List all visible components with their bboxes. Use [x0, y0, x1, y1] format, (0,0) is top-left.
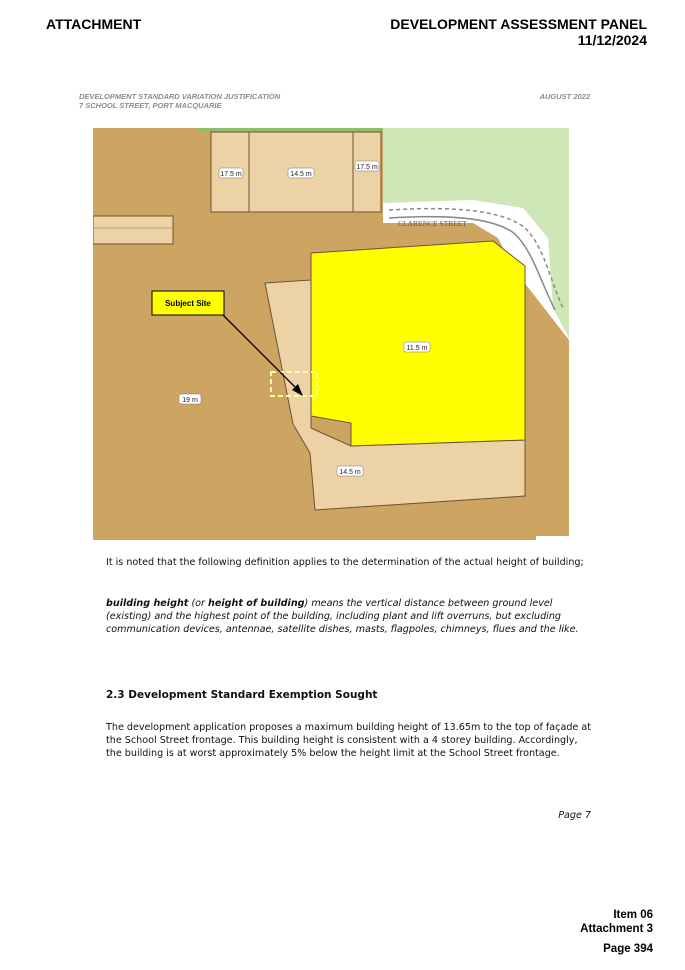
- definition-term-alt: height of building: [208, 598, 305, 609]
- map-corner: [536, 536, 569, 540]
- definition-term: building height: [106, 598, 189, 609]
- height-label-5: 19 m: [182, 397, 198, 404]
- document-date: AUGUST 2022: [539, 92, 590, 101]
- definition-text: ) means the vertical distance between ground level (existing) and the highest point of the building, including plant and lift overruns, but excluding communication devices, antennae, satellite dishes, masts, flagpoles, chimneys, flues and the like.: [106, 598, 579, 635]
- street-name: CLARENCE STREET: [398, 219, 467, 228]
- parcel-top-right: [353, 132, 381, 212]
- height-label-1: 17.5 m: [220, 171, 242, 178]
- footer-attachment: Attachment 3: [580, 923, 653, 935]
- paragraph-exemption: The development application proposes a maximum building height of 13.65m to the top of façade at the School Street frontage. This building height is consistent with a 4 storey building. Accordingly, the building is at worst approximately 5% below the height limit at the School Street frontage.: [106, 722, 592, 759]
- header-panel-title: DEVELOPMENT ASSESSMENT PANEL: [390, 16, 647, 32]
- section-heading: 2.3 Development Standard Exemption Sought: [106, 689, 378, 701]
- footer: [580, 908, 653, 956]
- document-subtitle-line2: 7 SCHOOL STREET, PORT MACQUARIE: [79, 101, 222, 110]
- document-subtitle: [79, 92, 280, 110]
- top-green-strip: [198, 128, 383, 132]
- subject-site-label: Subject Site: [165, 299, 211, 308]
- height-label-2: 14.5 m: [290, 171, 312, 178]
- height-label-4: 11.5 m: [406, 345, 428, 352]
- definition-connector: (or: [188, 598, 209, 609]
- footer-page: Page 394: [603, 943, 653, 955]
- height-map: [93, 128, 569, 540]
- document-subtitle-line1: DEVELOPMENT STANDARD VARIATION JUSTIFICATION: [79, 92, 281, 101]
- height-map-svg: [93, 128, 569, 540]
- height-label-6: 14.5 m: [339, 469, 361, 476]
- header-panel: [390, 16, 647, 48]
- paragraph-definition-intro: It is noted that the following definition applies to the determination of the actual height of building;: [106, 557, 584, 568]
- parcel-left-strip: [93, 216, 173, 244]
- paragraph-definition: [106, 597, 596, 636]
- header-attachment: ATTACHMENT: [46, 16, 142, 32]
- page-number: Page 7: [558, 810, 591, 821]
- footer-item: Item 06: [613, 909, 653, 921]
- height-label-3: 17.5 m: [356, 164, 378, 171]
- header-panel-date: 11/12/2024: [577, 32, 647, 48]
